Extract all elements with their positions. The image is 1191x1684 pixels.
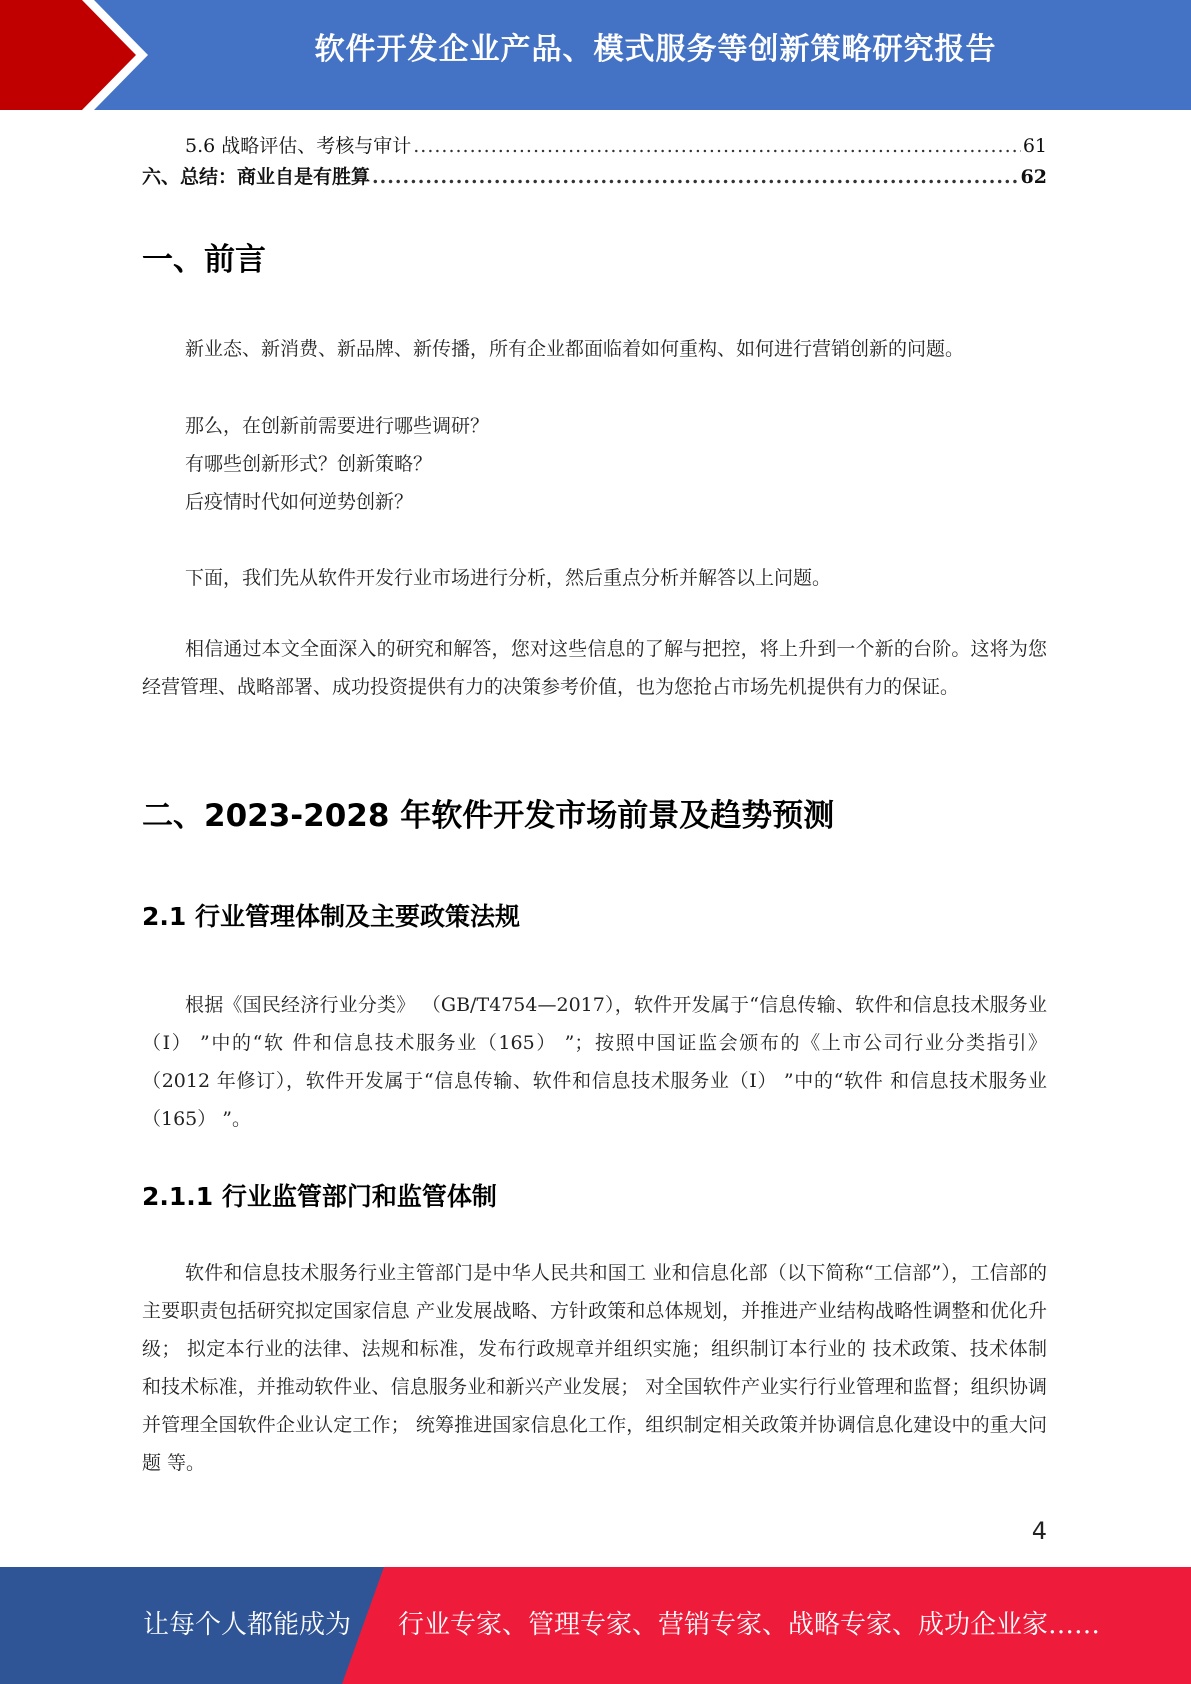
page-number: 4 [1031, 1517, 1047, 1545]
footer-slogan-right: 行业专家、管理专家、营销专家、战略专家、成功企业家…… [398, 1610, 1101, 1640]
toc-entry-label: 5.6 战略评估、考核与审计 [185, 135, 412, 157]
header-arrow-icon [0, 0, 160, 110]
preface-paragraph-2: 下面，我们先从软件开发行业市场进行分析，然后重点分析并解答以上问题。 [185, 567, 832, 589]
footer-slogan-left: 让每个人都能成为 [143, 1610, 352, 1640]
toc-leader-dots [413, 135, 1021, 157]
preface-question-1: 那么，在创新前需要进行哪些调研？ [185, 415, 490, 437]
page-header [0, 0, 1191, 110]
toc-entry[interactable] [185, 131, 1047, 158]
preface-question-2: 有哪些创新形式？创新策略？ [185, 453, 433, 475]
toc-entry-label: 六、总结：商业自是有胜算 [142, 166, 371, 188]
toc-leader-dots [372, 166, 1019, 188]
preface-paragraph-3: 相信通过本文全面深入的研究和解答，您对这些信息的了解与把控，将上升到一个新的台阶。这将为您经营管理、战略部署、成功投资提供有力的决策参考价值，也为您抢占市场先机提供有力的保证。 [142, 638, 1047, 698]
section-heading-preface: 一、前言 [142, 242, 266, 278]
section-heading-forecast: 二、2023-2028 年软件开发市场前景及趋势预测 [142, 798, 835, 834]
toc-entry[interactable] [142, 162, 1047, 189]
preface-question-3: 后疫情时代如何逆势创新？ [185, 491, 414, 513]
header-title: 软件开发企业产品、模式服务等创新策略研究报告 [314, 32, 997, 67]
toc-entry-page: 61 [1022, 135, 1047, 157]
page-footer [0, 1567, 1191, 1684]
subsection-heading-2-1: 2.1 行业管理体制及主要政策法规 [142, 902, 520, 931]
toc-entry-page: 62 [1020, 166, 1047, 188]
subsection-2-1-1-paragraph: 软件和信息技术服务行业主管部门是中华人民共和国工 业和信息化部（以下简称“工信部”），工信部的主要职责包括研究拟定国家信息 产业发展战略、方针政策和总体规划，并推进产业结构战略性调整和优化升级； 拟定本行业的法律、法规和标准，发布行政规章并组织实施；组织制订本行业的 技术政策、技术体制和技术标准，并推动软件业、信息服务业和新兴产业发展； 对全国软件产业实行行业管理和监督；组织协调并管理全国软件企业认定工作； 统筹推进国家信息化工作，组织制定相关政策并协调信息化建设中的重大问题 等。 [142, 1262, 1047, 1474]
subsection-heading-2-1-1: 2.1.1 行业监管部门和监管体制 [142, 1182, 497, 1211]
preface-paragraph-1: 新业态、新消费、新品牌、新传播，所有企业都面临着如何重构、如何进行营销创新的问题。 [185, 338, 965, 360]
subsection-2-1-paragraph: 根据《国民经济行业分类》 （GB/T4754—2017），软件开发属于“信息传输、软件和信息技术服务业（I） ”中的“软 件和信息技术服务业（165） ”；按照中国证监会颁布的《上市公司行业分类指引》 （2012 年修订），软件开发属于“信息传输、软件和信息技术服务业（I） ”中的“软件 和信息技术服务业（165） ”。 [142, 994, 1047, 1130]
